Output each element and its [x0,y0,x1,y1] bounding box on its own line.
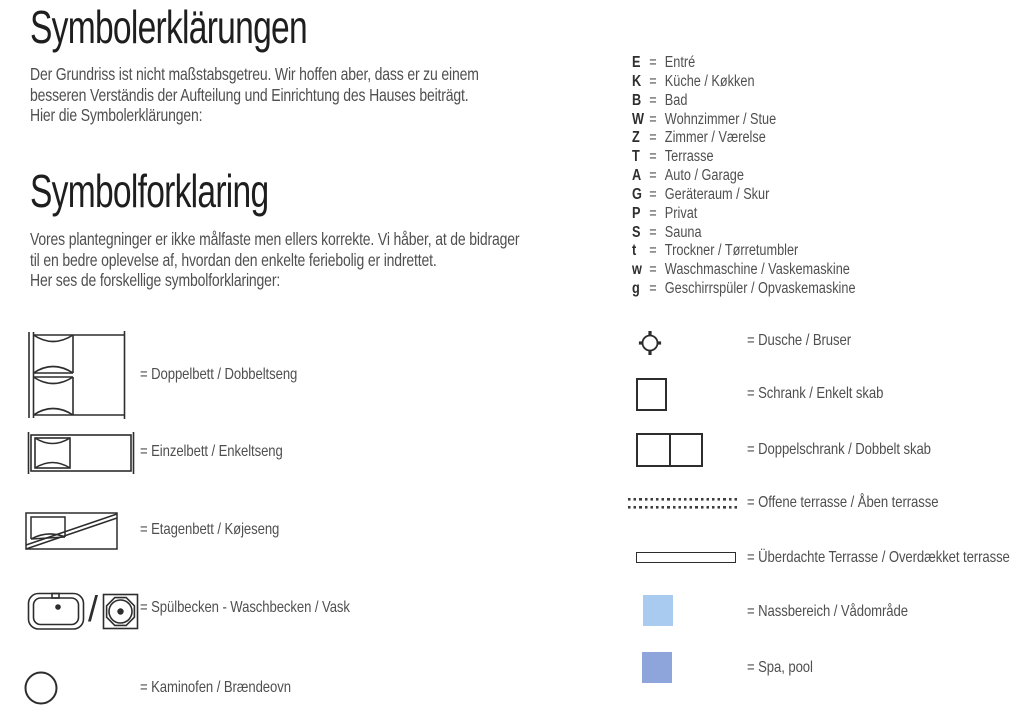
legend-label: Entré [664,54,696,71]
intro-line: Hier die Symbolerklärungen: [30,105,203,126]
legend-label: Sauna [664,223,702,241]
bunk-bed-icon [25,511,118,551]
legend-label: Geschirrspüler / Opvaskemaskine [664,280,856,298]
legend-label: Auto / Garage [664,167,744,185]
legend-label: Bad [664,91,688,109]
intro-line: Her ses de forskellige symbolforklaringer: [30,270,281,291]
letter-legend-row [632,186,856,205]
single-cabinet-icon [636,378,667,411]
legend-label: Küche / Køkken [664,72,755,90]
letter-legend-row [632,148,856,167]
equals-sign: = [649,129,657,147]
single-bed-icon [26,431,136,475]
kitchen-sink-icon [27,591,85,631]
intro-line: Der Grundriss ist nicht maßstabsgetreu. Wir hoffen aber, dass er zu einem [30,64,479,84]
equals-sign: = [649,280,657,298]
legend-label: Waschmaschine / Vaskemaskine [664,261,850,279]
wash-basin-icon [102,592,139,631]
letter-legend-row [632,54,856,73]
letter-legend-row [632,167,856,186]
legend-letter: Z [632,129,640,147]
letter-legend-row [632,280,856,299]
wet-area-label: = Nassbereich / Vådområde [747,603,908,620]
legend-label: Geräteraum / Skur [664,185,770,203]
wet-area-swatch [643,595,673,626]
covered-terrace-icon [636,552,736,563]
double-bed-label: = Doppelbett / Dobbeltseng [140,366,298,383]
intro-paragraph-danish [30,229,519,291]
legend-letter: E [632,54,641,71]
equals-sign: = [649,148,657,166]
legend-letter: P [632,204,641,222]
legend-letter: g [632,280,640,298]
legend-label: Privat [664,204,698,222]
double-cabinet-label: = Doppelschrank / Dobbelt skab [747,441,931,458]
legend-letter: B [632,91,642,109]
letter-legend-row [632,224,856,243]
legend-label: Trockner / Tørretumbler [664,242,799,260]
equals-sign: = [649,185,657,203]
legend-letter: G [632,185,642,203]
letter-legend-row [632,261,856,280]
intro-line: besseren Verständis der Aufteilung und Einrichtung des Hauses beiträgt. [30,84,469,105]
wood-stove-label: = Kaminofen / Brændeovn [140,679,291,696]
letter-legend-row [632,205,856,224]
legend-label: Terrasse [664,148,714,166]
equals-sign: = [649,223,657,241]
covered-terrace-label: = Überdachte Terrasse / Overdækket terrasse [747,549,1010,566]
equals-sign: = [649,204,657,222]
intro-line: Vores plantegninger er ikke målfaste men ellers korrekte. Vi håber, at de bidrager [30,229,520,249]
letter-legend-row [632,242,856,261]
legend-letter: A [632,167,642,185]
letter-legend-row [632,73,856,92]
equals-sign: = [649,110,657,128]
bunk-bed-label: = Etagenbett / Køjeseng [140,521,280,538]
cabinet-divider [669,435,671,465]
legend-label: Wohnzimmer / Stue [664,110,777,128]
letter-legend-row [632,111,856,130]
legend-letter: t [632,242,637,260]
legend-letter: S [632,223,641,241]
legend-label: Zimmer / Værelse [664,129,766,147]
legend-letter: T [632,148,640,166]
wood-stove-icon [24,671,58,705]
legend-letter: K [632,72,642,90]
equals-sign: = [649,167,657,185]
slash-separator: / [88,588,99,629]
shower-label: = Dusche / Bruser [747,332,851,349]
equals-sign: = [649,54,657,71]
letter-legend [632,54,905,299]
double-bed-icon [26,331,128,419]
equals-sign: = [649,72,657,90]
equals-sign: = [649,91,657,109]
spa-pool-label: = Spa, pool [747,659,813,676]
sink-label: = Spülbecken - Waschbecken / Vask [140,599,350,616]
intro-line: til en bedre oplevelse af, hvordan den enkelte feriebolig er indrettet. [30,249,437,270]
legend-letter: W [632,110,645,128]
shower-icon [638,328,662,358]
equals-sign: = [649,242,657,260]
double-cabinet-icon [636,433,703,467]
letter-legend-row [632,92,856,111]
page-title-german: Symbolerklärungen [30,1,307,53]
single-bed-label: = Einzelbett / Enkeltseng [140,443,283,460]
intro-paragraph-german [30,64,479,126]
open-terrace-label: = Offene terrasse / Åben terrasse [747,494,939,511]
spa-pool-swatch [642,652,672,683]
letter-legend-row [632,129,856,148]
legend-letter: w [632,261,642,279]
open-terrace-icon [628,498,740,509]
equals-sign: = [649,261,657,279]
single-cabinet-label: = Schrank / Enkelt skab [747,385,884,402]
page-title-danish: Symbolforklaring [30,165,269,217]
